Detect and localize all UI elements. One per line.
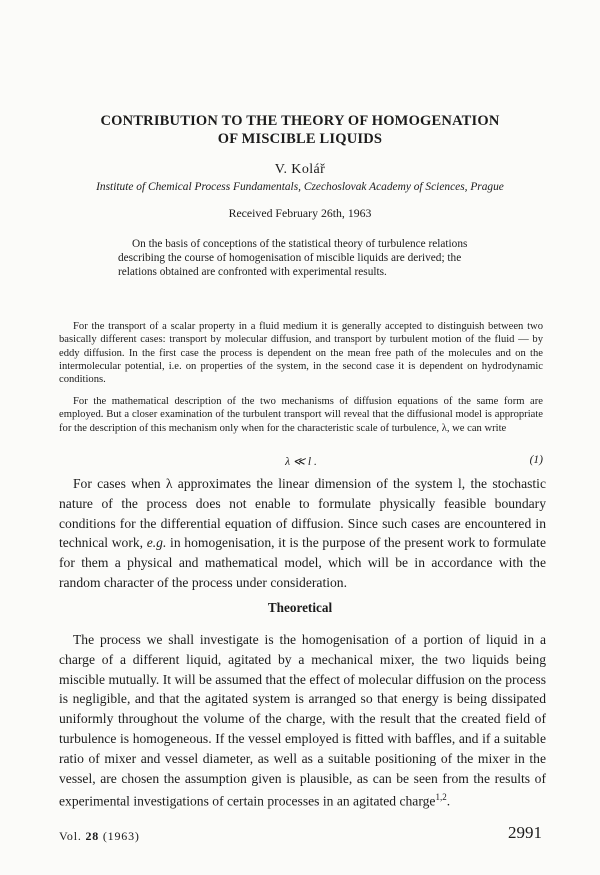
volume-label: Vol. bbox=[59, 829, 82, 843]
volume-year: (1963) bbox=[102, 829, 140, 843]
intro-paragraph-2 bbox=[59, 395, 543, 435]
body-paragraph-1-part-b: in homogenisation, it is the purpose of the present work to formulate for them a physical and mathematical model, which will be in accordance with the random character of the process under consideration. bbox=[59, 535, 546, 590]
article-title-line-1: CONTRIBUTION TO THE THEORY OF HOMOGENATION bbox=[100, 113, 500, 129]
equation-number: (1) bbox=[529, 454, 543, 466]
body-paragraph-2-end: . bbox=[446, 793, 451, 809]
reference-superscript: 1,2 bbox=[435, 792, 447, 803]
author-name: V. Kolář bbox=[274, 162, 326, 177]
body-paragraph-2-text bbox=[59, 630, 546, 812]
intro-paragraph-2-text: For the mathematical description of the two mechanisms of diffusion equations of the same form are employed. But a closer examination of the turbulent transport will reveal that the diffusional model is appropriate for the description of this mechanism only when for the characteristic scale of turbulence, λ, we can write bbox=[59, 396, 543, 434]
body-paragraph-1-text bbox=[59, 474, 546, 593]
body-paragraph-1 bbox=[59, 474, 546, 593]
volume-number: 28 bbox=[85, 829, 100, 843]
body-paragraph-1-part-a: For cases when λ approximates the linear dimension of the system l, the stochastic nature of the process does not enable to formulate physically feasible boundary conditions for the differential equation of diffusion. Since such cases are encountered in technical work, bbox=[59, 476, 546, 551]
intro-paragraph-1 bbox=[59, 320, 543, 386]
equation-1 bbox=[59, 454, 543, 470]
eg-abbreviation: e.g. bbox=[146, 535, 167, 551]
abstract-line-1: On the basis of conceptions of the statistical theory of turbulence relations bbox=[132, 238, 468, 250]
body-paragraph-2 bbox=[59, 630, 546, 812]
received-date: Received February 26th, 1963 bbox=[228, 206, 372, 220]
intro-paragraph-1-text: For the transport of a scalar property in a fluid medium it is generally accepted to distinguish between two basically different cases: transport by molecular diffusion, and transport by turbulent motion of the fluid — by eddy diffusion. In the first case the process is dependent on the mean free path of the molecules and on the intermolecular potential, i.e. on properties of the system, in the second case it is dependent on hydrodynamic conditions. bbox=[59, 321, 543, 386]
page-number: 2991 bbox=[508, 823, 542, 842]
abstract bbox=[118, 237, 500, 279]
equation-expression: λ ≪ l . bbox=[285, 456, 317, 468]
abstract-line-2: describing the course of homogenisation of miscible liquids are derived; the bbox=[118, 252, 462, 264]
body-paragraph-2-main: The process we shall investigate is the homogenisation of a portion of liquid in a charge of a different liquid, agitated by a mechanical mixer, the two liquids being miscible mutually. It will be assumed that the effect of molecular diffusion on the process is negligible, and that the agitated system is arranged so that energy is being dissipated uniformly throughout the volume of the charge, with the result that the created field of turbulence is homogeneous. If the vessel employed is fitted with baffles, and if a suitable ratio of mixer and vessel diameter, as well as a suitable positioning of the mixer in the vessel, are chosen the assumption given is plausible, as can be seen from the results of experimental investigations of certain processes in an agitated charge bbox=[59, 632, 546, 809]
journal-volume-footer bbox=[59, 829, 140, 844]
article-title-line-2: OF MISCIBLE LIQUIDS bbox=[217, 131, 383, 147]
author-affiliation: Institute of Chemical Process Fundamentals, Czechoslovak Academy of Sciences, Prague bbox=[96, 181, 504, 193]
abstract-line-3: relations obtained are confronted with experimental results. bbox=[118, 266, 387, 278]
section-heading-theoretical: Theoretical bbox=[267, 600, 333, 615]
